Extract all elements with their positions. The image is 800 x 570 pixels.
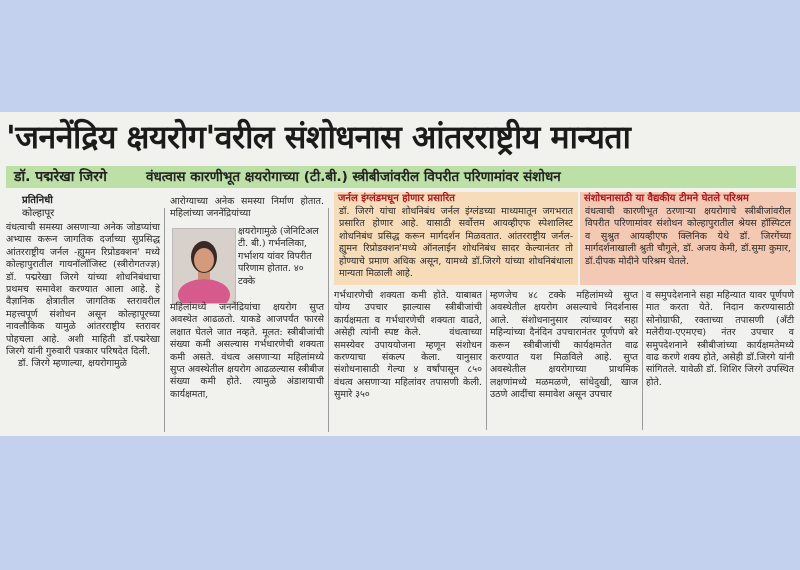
column-divider [164, 208, 165, 432]
author-photo [172, 228, 236, 304]
column-2-top: आरोग्याच्या अनेक समस्या निर्माण होतात. महिलांच्या जननेंद्रियांच्या [170, 196, 324, 220]
column-2-bottom: महिलांमध्ये जननेंद्रियांचा क्षयरोग सुप्त अवस्थेत आढळतो. याकडे आजपर्यंत फारसे लक्षात घेतले जात नव्हते. मूलत: स्त्रीबीजांची संख्या कमी असल्यास गर्भधारणेची शक्यता कमी असते. वंधत्व असणाऱ्या महिलांमध्ये सुप्त अवस्थेतील क्षयरोग आढळल्यास स्त्रीबीज संख्या कमी होते. त्यामुळे अंडाशयाची कार्यक्षमता, [170, 302, 324, 400]
info-box-journal [334, 192, 578, 285]
subtitle-bar [6, 166, 796, 188]
dateline-city: कोल्हापूर [22, 208, 55, 219]
column-3: गर्भधारणेची शक्यता कमी होते. याबाबत योग्य उपचार झाल्यास स्त्रीबीजांची कार्यक्षमता व गर्भधारणेची शक्यता वाढते, असेही त्यांनी स्पष्ट केले. वंधत्वाच्या समस्येवर उपाययोजना म्हणून संशोधन करण्याचा संकल्प केला. यानुसार संशोधनासाठी गेल्या ४ वर्षांपासून ८५० वंधत्व असणाऱ्या महिलांवर तपासणी केली. सुमारे ३५० [334, 290, 482, 401]
newspaper-clipping [0, 112, 800, 436]
headline: 'जननेंद्रिय क्षयरोग'वरील संशोधनास आंतरराष्ट्रीय मान्यता [6, 118, 631, 156]
info-box-heading: जर्नल इंग्लंडमधून होणार प्रसारित [338, 193, 455, 204]
info-box-heading: संशोधनासाठी या वैद्यकीय टीमने घेतले परिश्रम [584, 193, 749, 204]
column-4: म्हणजेच ४८ टक्के महिलांमध्ये सुप्त अवस्थेतील क्षयरोग असल्याचे निदर्शनास आले. संशोधनानुसार त्यांच्यावर सहा महिन्यांच्या दैनंदिन उपचारानंतर पूर्णपणे बरे करून स्त्रीबीजांची कार्यक्षमतेत वाढ करण्यात यश मिळविले आहे. सुप्त अवस्थेतील क्षयरोगाच्या प्राथमिक लक्षणांमध्ये मळमळणे, सांधेदुखी, खाज उठणे आदींचा समावेश असून उपचार [490, 290, 638, 401]
column-1 [6, 222, 160, 371]
portrait-illustration [173, 229, 235, 303]
photo-adjacent-text: क्षयरोगामुळे (जेनिटिअल टी. बी.) गर्भनलिका, गर्भाशय यांवर विपरीत परिणाम होतात. ४० टक्के [238, 226, 319, 287]
dateline [22, 194, 142, 220]
subtitle: वंधत्वास कारणीभूत क्षयरोगाच्या (टी.बी.) स्त्रीबीजांवरील विपरीत परिणामांवर संशोधन [146, 169, 561, 185]
paragraph: डॉ. जिरगे म्हणाल्या, क्षयरोगामुळे [18, 358, 127, 370]
column-divider [328, 208, 329, 432]
info-box-body: वंधत्वाची कारणीभूत ठरणाऱ्या क्षयरोगाचे स्त्रीबीजांवरील विपरीत परिणामांवर संशोधन कोल्हापुरातील श्रेयस हॉस्पिटल व सुश्रुत आयव्हीएफ क्लिनिक येथे डॉ. जिरगेंच्या मार्गदर्शनाखाली श्रुती चौगुले, डॉ. अजय केमी, डॉ.सुमा कुमार, डॉ.दीपक मोदीने परिश्रम घेतले. [585, 206, 791, 267]
column-divider [486, 290, 487, 430]
dateline-agency: प्रतिनिधी [22, 195, 53, 206]
column-5: व समुपदेशनाने सहा महिन्यात यावर पूर्णपणे मात करता येते. निदान करण्यासाठी सोनोग्राफी, रक्ताच्या तपासणी (अँटी मलेरीया-एएमएच) नंतर उपचार व समुपदेशनाने स्त्रीबीजांच्या कार्यक्षमतेमध्ये वाढ करणे शक्य होते, असेही डॉ.जिरगे यांनी सांगितले. यावेळी डॉ. शिशिर जिरगे उपस्थित होते. [646, 290, 794, 388]
paragraph: वंधत्वाची समस्या असणाऱ्या अनेक जोडप्यांचा अभ्यास करून जागतिक दर्जाच्या सुप्रसिद्ध आंतरराष्ट्रीय जर्नल -ह्युमन रिप्रोडक्शन' मध्ये कोल्हापुरातील गायनॉलॉजिस्ट (स्त्रीरोगतज्ज्ञ) डॉ. पद्मरेखा जिरगे यांच्या शोधनिबंधाचा प्रथमच समावेश करण्यात आला आहे. हे वैज्ञानिक क्षेत्रातील जागतिक स्तरावरील महत्त्वपूर्ण संशोधन असून कोल्हापूरच्या नावलौकिक यामुळे आंतरराष्ट्रीय स्तरावर पोहचला आहे. अशी माहिती डॉ.पद्मरेखा जिरगे यांनी गुरुवारी पत्रकार परिषदेत दिली. [6, 222, 160, 358]
info-box-body: डॉ. जिरगे यांचा शोधनिबंध जर्नल इंग्लंडच्या माध्यमातून जगभरात प्रसारित होणार आहे. यासाठी सर्वोत्तम आयव्हीएफ स्पेशालिस्ट शोधनिबंध प्रसिद्ध करून मार्गदर्शन मिळवतात. आंतरराष्ट्रीय जर्नल- ह्युमन रिप्रोडक्शन'मध्ये ऑनलाईन शोधनिबंध सादर केल्यानंतर तो होण्याचे प्रमाण अधिक असून, यामध्ये डॉ.जिरगे यांच्या शोधनिबंधाला मान्यता मिळाली आहे. [339, 206, 573, 280]
info-box-team [580, 192, 796, 285]
column-divider [642, 290, 643, 430]
author-byline: डॉ. पद्मरेखा जिरगे [14, 169, 107, 185]
